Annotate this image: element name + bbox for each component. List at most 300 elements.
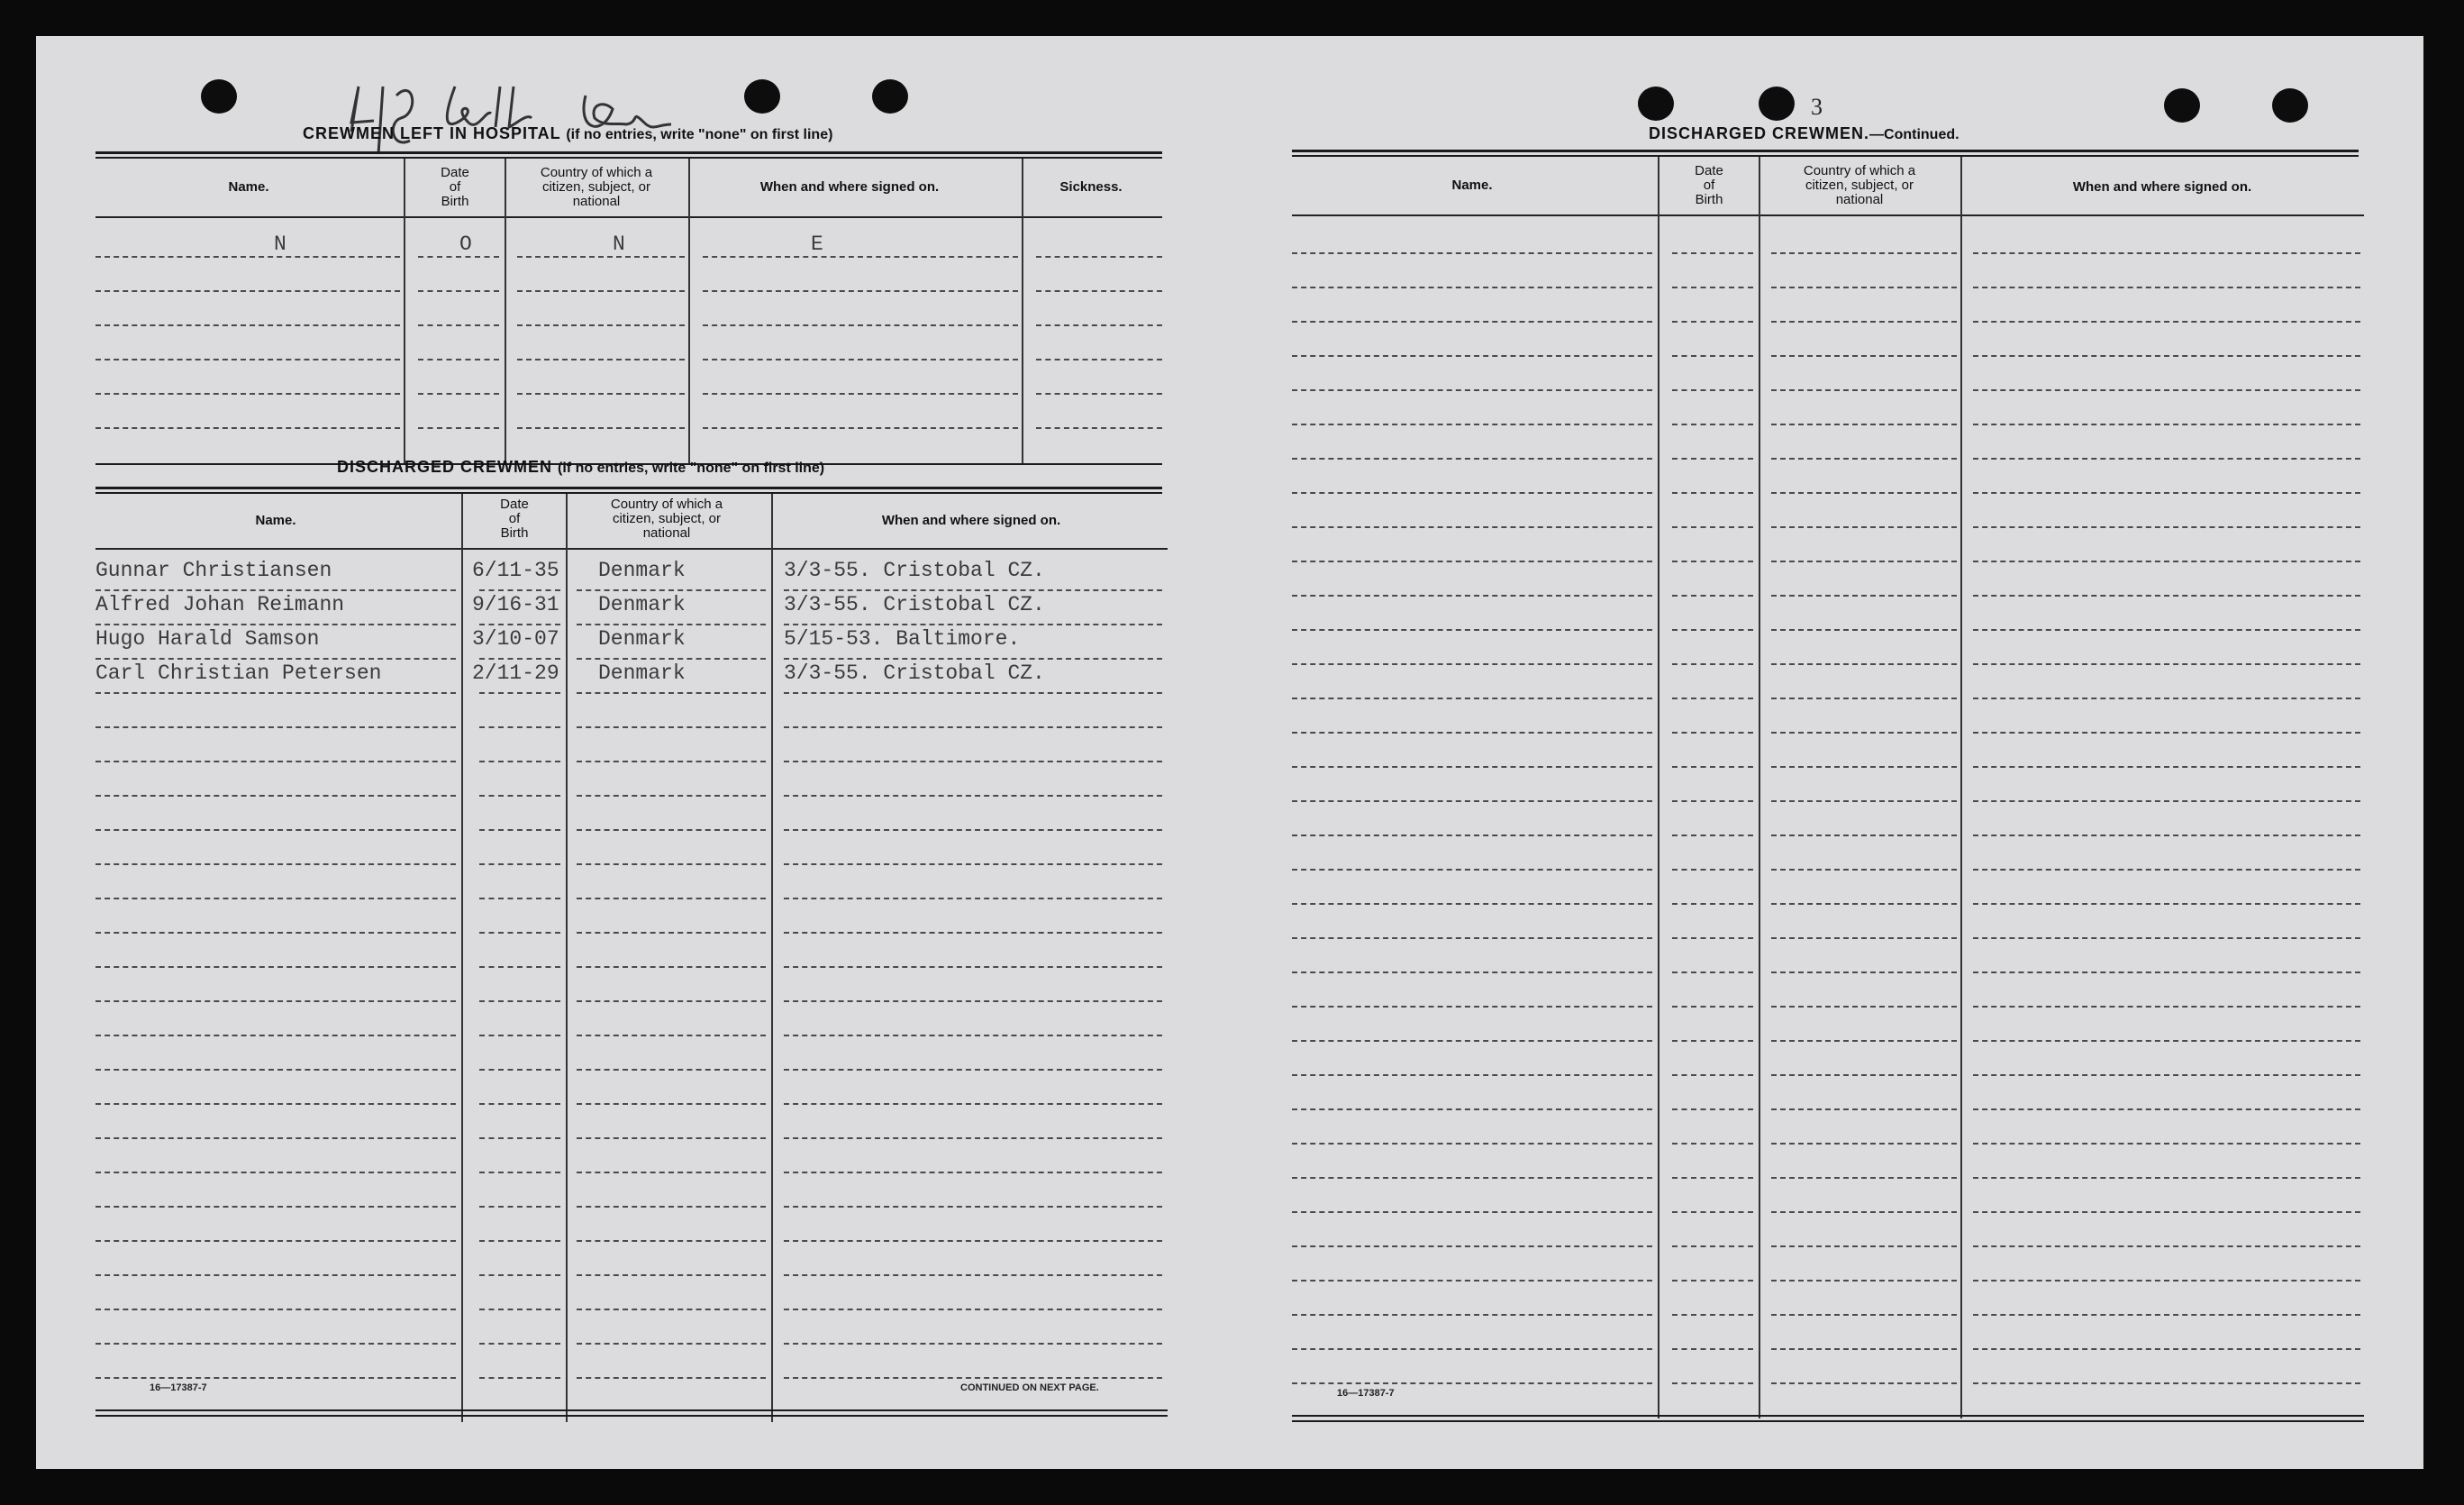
ruled-line [479,898,560,899]
ruled-line [784,658,1162,660]
ruled-line [577,658,766,660]
ruled-line [95,324,400,326]
ruled-line [95,726,456,728]
ruled-line [1973,1143,2360,1145]
ruled-line [479,863,560,865]
ruled-line [577,1274,766,1276]
discharged-name-cell: Alfred Johan Reimann [95,593,345,616]
ruled-line [577,1309,766,1310]
discharged-signed-cell: 3/3-55. Cristobal CZ. [784,593,1045,616]
hospital-none-letter: N [274,233,286,256]
ruled-line [784,624,1162,625]
ruled-line [1672,458,1753,460]
ruled-line [1292,1280,1652,1282]
ruled-line [577,726,766,728]
ruled-line [703,324,1018,326]
discharged-name-cell: Gunnar Christiansen [95,559,332,582]
punch-hole [201,79,237,114]
ruled-line [577,1206,766,1208]
punch-hole [872,79,908,114]
ruled-line [1771,561,1957,562]
ruled-line [1672,1211,1753,1213]
ruled-line [479,966,560,968]
ruled-line [479,1172,560,1173]
ruled-line [1292,1143,1652,1145]
discharged-dob-cell: 6/11-35 [472,559,559,582]
discharged-dob-cell: 9/16-31 [472,593,559,616]
discharged-name-cell: Hugo Harald Samson [95,627,320,651]
ruled-line [1771,1211,1957,1213]
ruled-line [1292,252,1652,254]
ruled-line [479,1240,560,1242]
ruled-line [1036,324,1162,326]
ruled-line [703,290,1018,292]
ruled-line [1292,629,1652,631]
ruled-line [1771,663,1957,665]
ruled-line [95,1309,456,1310]
ruled-line [1036,427,1162,429]
ruled-line [784,1172,1162,1173]
ruled-line [703,393,1018,395]
ruled-line [1672,1143,1753,1145]
continued-col-country: Country of which a citizen, subject, or national [1803,163,1916,207]
ruled-line [479,726,560,728]
ruled-line [1292,766,1652,768]
ruled-line [1292,903,1652,905]
ruled-line [479,1103,560,1105]
ruled-line [95,624,456,625]
ruled-line [1771,458,1957,460]
ruled-line [1036,256,1162,258]
ruled-line [479,1035,560,1036]
ruled-line [703,256,1018,258]
ruled-line [1771,698,1957,699]
ruled-line [1292,355,1652,357]
ruled-line [577,1377,766,1379]
ruled-line [1973,629,2360,631]
ruled-line [1771,492,1957,494]
discharged-dob-cell: 3/10-07 [472,627,559,651]
ruled-line [1672,766,1753,768]
ruled-line [577,795,766,797]
continued-col-signed: When and where signed on. [2072,179,2252,195]
ruled-line [1771,595,1957,597]
ruled-line [95,359,400,360]
ruled-line [479,1069,560,1071]
ruled-line [418,427,499,429]
ruled-line [95,795,456,797]
ruled-line [1973,561,2360,562]
hospital-col-signed: When and where signed on. [759,179,940,195]
ruled-line [1973,424,2360,425]
ruled-line [703,359,1018,360]
ruled-line [1292,698,1652,699]
hospital-col-sickness: Sickness. [1059,179,1123,195]
ruled-line [479,1137,560,1139]
ruled-line [1771,1348,1957,1350]
ruled-line [577,1035,766,1036]
ruled-line [95,1103,456,1105]
ruled-line [95,932,456,934]
ruled-line [1771,1074,1957,1076]
ruled-line [1973,1280,2360,1282]
ruled-line [1771,389,1957,391]
ruled-line [517,256,685,258]
ruled-line [479,1000,560,1002]
ruled-line [1771,252,1957,254]
ruled-line [418,290,499,292]
ruled-line [517,324,685,326]
ruled-line [577,589,766,591]
ruled-line [784,829,1162,831]
hospital-col-name: Name. [228,179,269,195]
ruled-line [1771,526,1957,528]
ruled-line [1672,1006,1753,1008]
ruled-line [95,1240,456,1242]
ruled-line [1771,424,1957,425]
ruled-line [1292,1245,1652,1247]
ruled-line [1973,1108,2360,1110]
ruled-line [1973,492,2360,494]
ruled-line [517,290,685,292]
ruled-line [784,1069,1162,1071]
punch-hole [744,79,780,114]
form-number-right: 16—17387-7 [1337,1388,1395,1399]
ruled-line [1771,937,1957,939]
ruled-line [1672,287,1753,288]
ruled-line [1973,1348,2360,1350]
ruled-line [1771,321,1957,323]
ruled-line [95,256,400,258]
ruled-line [95,427,400,429]
ruled-line [1973,1177,2360,1179]
ruled-line [1672,561,1753,562]
ruled-line [517,359,685,360]
ruled-line [1771,1280,1957,1282]
ruled-line [1771,1382,1957,1384]
ruled-line [1973,732,2360,734]
ruled-line [1973,458,2360,460]
ruled-line [95,1343,456,1345]
ruled-line [1973,1040,2360,1042]
ruled-line [1973,287,2360,288]
ruled-line [577,1000,766,1002]
continued-note: CONTINUED ON NEXT PAGE. [960,1382,1099,1393]
ruled-line [95,966,456,968]
ruled-line [577,966,766,968]
discharged-signed-cell: 3/3-55. Cristobal CZ. [784,559,1045,582]
ruled-line [1771,732,1957,734]
ruled-line [1292,595,1652,597]
discharged-signed-cell: 3/3-55. Cristobal CZ. [784,661,1045,685]
ruled-line [95,863,456,865]
ruled-line [1672,698,1753,699]
ruled-line [479,658,560,660]
ruled-line [479,761,560,762]
ruled-line [784,932,1162,934]
ruled-line [1771,766,1957,768]
ruled-line [479,1274,560,1276]
ruled-line [784,1000,1162,1002]
ruled-line [1973,595,2360,597]
ruled-line [577,1103,766,1105]
ruled-line [1973,766,2360,768]
ruled-line [784,761,1162,762]
ruled-line [1973,321,2360,323]
ruled-line [95,290,400,292]
ruled-line [1771,355,1957,357]
ruled-line [1292,732,1652,734]
ruled-line [784,1240,1162,1242]
ruled-line [479,1206,560,1208]
ruled-line [1973,526,2360,528]
ruled-line [784,589,1162,591]
ruled-line [1771,800,1957,802]
ruled-line [1973,800,2360,802]
discharged-country-cell: Denmark [598,559,686,582]
form-number-left: 16—17387-7 [150,1382,207,1393]
ruled-line [1292,561,1652,562]
ruled-line [479,589,560,591]
ruled-line [1771,1177,1957,1179]
ruled-line [1771,1314,1957,1316]
ruled-line [95,761,456,762]
ruled-line [1973,903,2360,905]
ruled-line [95,1377,456,1379]
continued-section-title: DISCHARGED CREWMEN.—Continued. [1649,124,1959,142]
discharged-col-dob: Date of Birth [500,497,529,541]
ruled-line [1036,393,1162,395]
ruled-line [95,658,456,660]
ruled-line [1672,1314,1753,1316]
ruled-line [95,1000,456,1002]
ruled-line [1672,595,1753,597]
ruled-line [479,795,560,797]
ruled-line [784,692,1162,694]
ruled-line [1292,835,1652,836]
ruled-line [1973,937,2360,939]
discharged-col-country: Country of which a citizen, subject, or national [610,497,723,541]
ruled-line [1292,1040,1652,1042]
ruled-line [1672,321,1753,323]
ruled-line [1672,971,1753,973]
discharged-col-name: Name. [255,513,296,528]
ruled-line [1771,1143,1957,1145]
discharged-country-cell: Denmark [598,661,686,685]
punch-hole [1638,87,1674,121]
ruled-line [1672,1040,1753,1042]
ruled-line [784,898,1162,899]
ruled-line [1292,389,1652,391]
ruled-line [1973,1314,2360,1316]
ruled-line [1672,903,1753,905]
ruled-line [1292,800,1652,802]
ruled-line [1672,1348,1753,1350]
ruled-line [577,1137,766,1139]
ruled-line [1672,732,1753,734]
ruled-line [95,1137,456,1139]
ruled-line [1973,698,2360,699]
ruled-line [784,1206,1162,1208]
ruled-line [1292,1177,1652,1179]
ruled-line [703,427,1018,429]
ruled-line [95,1035,456,1036]
discharged-name-cell: Carl Christian Petersen [95,661,382,685]
ruled-line [784,1343,1162,1345]
ruled-line [1036,290,1162,292]
hospital-col-dob: Date of Birth [441,165,469,209]
ruled-line [1292,971,1652,973]
ruled-line [1771,287,1957,288]
ruled-line [1771,971,1957,973]
ruled-line [577,761,766,762]
ruled-line [418,393,499,395]
ruled-line [1292,1211,1652,1213]
continued-col-dob: Date of Birth [1695,163,1723,207]
discharged-country-cell: Denmark [598,593,686,616]
ruled-line [95,692,456,694]
ruled-line [517,427,685,429]
ruled-line [1973,663,2360,665]
manifest-sheet [36,36,2423,1469]
ruled-line [1771,903,1957,905]
ruled-line [1771,1108,1957,1110]
ruled-line [1292,458,1652,460]
ruled-line [784,795,1162,797]
ruled-line [1672,1074,1753,1076]
ruled-line [1973,355,2360,357]
ruled-line [95,829,456,831]
hospital-col-country: Country of which a citizen, subject, or national [540,165,653,209]
ruled-line [1672,424,1753,425]
ruled-line [95,589,456,591]
ruled-line [577,863,766,865]
ruled-line [1292,1006,1652,1008]
ruled-line [1672,1382,1753,1384]
ruled-line [95,1274,456,1276]
ruled-line [1672,1280,1753,1282]
ruled-line [577,932,766,934]
discharged-country-cell: Denmark [598,627,686,651]
discharged-dob-cell: 2/11-29 [472,661,559,685]
ruled-line [784,1274,1162,1276]
ruled-line [517,393,685,395]
ruled-line [1292,663,1652,665]
discharged-signed-cell: 5/15-53. Baltimore. [784,627,1021,651]
ruled-line [1672,663,1753,665]
ruled-line [1672,389,1753,391]
ruled-line [1973,1211,2360,1213]
ruled-line [418,324,499,326]
ruled-line [784,1035,1162,1036]
ruled-line [1672,800,1753,802]
ruled-line [1973,869,2360,871]
ruled-line [1973,1245,2360,1247]
ruled-line [1973,389,2360,391]
hospital-none-letter: E [811,233,823,256]
ruled-line [1292,526,1652,528]
ruled-line [1292,424,1652,425]
ruled-line [1672,835,1753,836]
ruled-line [479,692,560,694]
ruled-line [577,1172,766,1173]
ruled-line [784,863,1162,865]
ruled-line [1672,526,1753,528]
ruled-line [418,256,499,258]
ruled-line [479,1377,560,1379]
ruled-line [1672,252,1753,254]
ruled-line [1292,1314,1652,1316]
ruled-line [1292,321,1652,323]
ruled-line [577,624,766,625]
discharged-col-signed: When and where signed on. [881,513,1061,528]
ruled-line [479,829,560,831]
ruled-line [1672,629,1753,631]
ruled-line [577,1069,766,1071]
page-number: 3 [1811,94,1823,120]
ruled-line [479,624,560,625]
ruled-line [1292,1074,1652,1076]
punch-hole [1759,87,1795,121]
ruled-line [95,1172,456,1173]
ruled-line [1771,1245,1957,1247]
ruled-line [784,1309,1162,1310]
ruled-line [784,966,1162,968]
ruled-line [784,1103,1162,1105]
ruled-line [95,1069,456,1071]
ruled-line [95,1206,456,1208]
ruled-line [1672,869,1753,871]
ruled-line [1771,869,1957,871]
ruled-line [577,692,766,694]
ruled-line [1973,835,2360,836]
ruled-line [1771,1006,1957,1008]
ruled-line [1672,1245,1753,1247]
hospital-none-letter: O [459,233,472,256]
continued-col-name: Name. [1451,178,1493,193]
ruled-line [1292,1108,1652,1110]
ruled-line [1973,971,2360,973]
ruled-line [1771,835,1957,836]
ruled-line [1771,629,1957,631]
ruled-line [479,932,560,934]
ruled-line [95,393,400,395]
ruled-line [1292,287,1652,288]
ruled-line [1292,1382,1652,1384]
ruled-line [1292,492,1652,494]
ruled-line [784,726,1162,728]
ruled-line [1292,869,1652,871]
ruled-line [577,829,766,831]
ruled-line [1973,1074,2360,1076]
punch-hole [2164,88,2200,123]
ruled-line [577,1343,766,1345]
ruled-line [1672,937,1753,939]
ruled-line [1973,252,2360,254]
ruled-line [1672,1108,1753,1110]
hospital-none-letter: N [613,233,625,256]
ruled-line [1036,359,1162,360]
punch-hole [2272,88,2308,123]
ruled-line [95,898,456,899]
ruled-line [1973,1006,2360,1008]
ruled-line [479,1343,560,1345]
ruled-line [784,1137,1162,1139]
ruled-line [418,359,499,360]
ruled-line [479,1309,560,1310]
ruled-line [1292,1348,1652,1350]
hospital-section-title: CREWMEN LEFT IN HOSPITAL (if no entries, write "none" on first line) [303,124,833,142]
